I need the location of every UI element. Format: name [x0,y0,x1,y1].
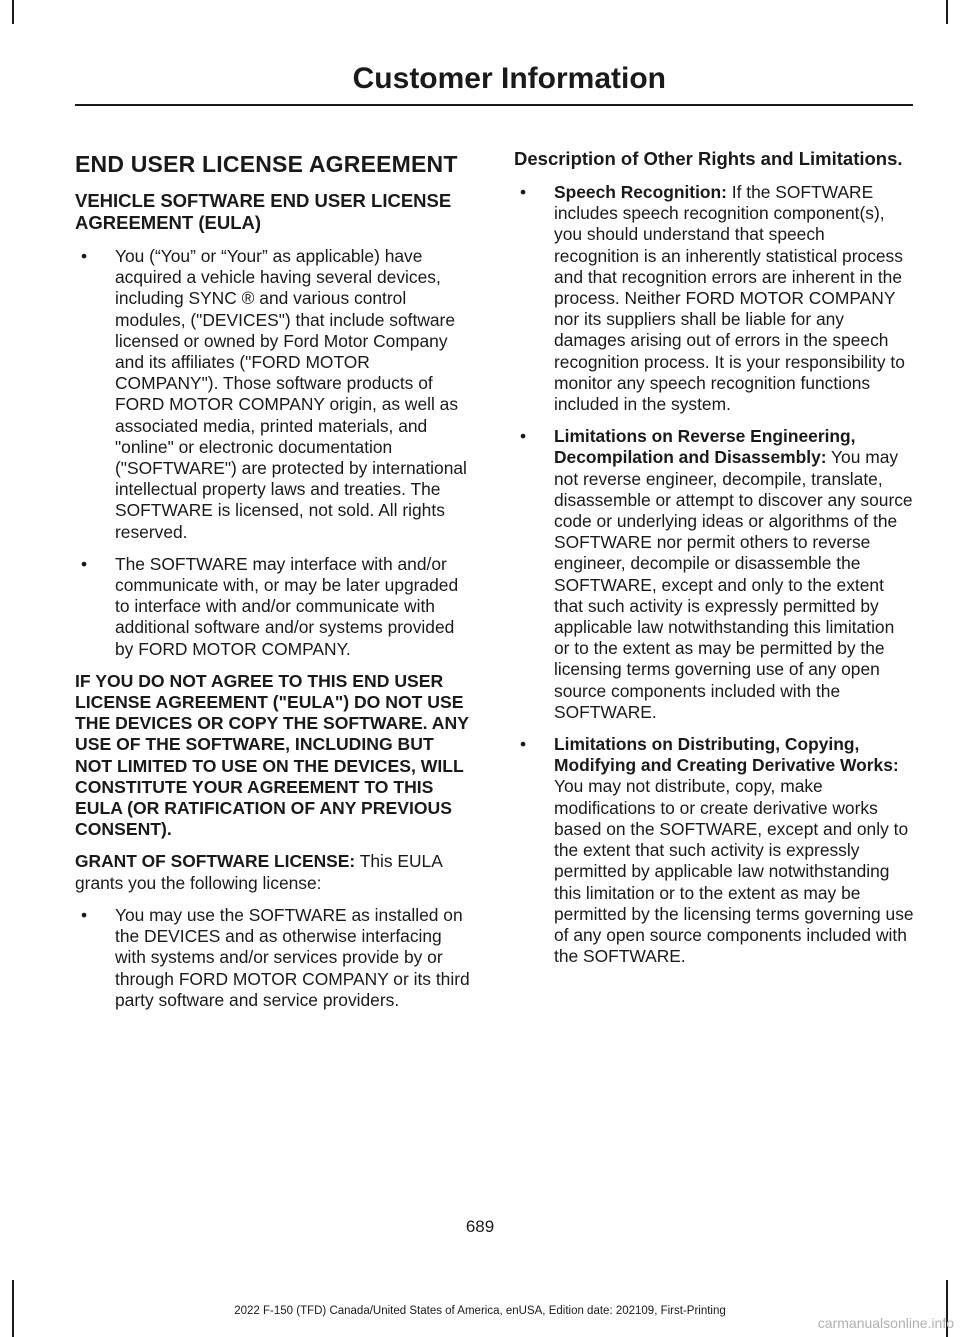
list-item: • Limitations on Reverse Engineering, Decompilation and Disassembly: You may not reverse engineer, decompile, translate, disassemble or attempt to discover any source code or underlying ideas or algorithms of the SOFTWARE nor permit others to reverse engineer, decompile or disassemble the SOFTWARE, except and only to the extent that such activity is expressly permitted by applicable law notwithstanding this limitation or to the extent as may be permitted by the licensing terms governing use of any open source components included with the SOFTWARE. [520,426,913,722]
watermark: carmanualsonline.info [817,1315,954,1331]
item-label: Speech Recognition: [554,182,727,202]
intro-bullet-list [75,246,475,660]
agreement-notice: IF YOU DO NOT AGREE TO THIS END USER LICENSE AGREEMENT ("EULA") DO NOT USE THE DEVICES OR COPY THE SOFTWARE. ANY USE OF THE SOFTWARE, INCLUDING BUT NOT LIMITED TO USE ON THE DEVICES, WILL CONSTITUTE YOUR AGREEMENT TO THIS EULA (OR RATIFICATION OF ANY PREVIOUS CONSENT). [75,670,469,840]
rights-bullet-list [514,182,914,967]
footer-edition-info: 2022 F-150 (TFD) Canada/United States of America, enUSA, Edition date: 202109, First-Printing [234,1305,726,1317]
bullet-glyph: • [520,734,527,755]
section-heading-rights: Description of Other Rights and Limitations. [514,148,903,169]
section-heading: END USER LICENSE AGREEMENT [75,151,458,177]
page-number: 689 [465,1217,495,1236]
list-item: • The SOFTWARE may interface with and/or communicate with, or may be later upgraded to interface with and/or communicate with additional software and/or systems provided by FORD MOTOR COMPANY. [81,553,459,659]
grant-text: This EULA grants you the following license: [75,851,442,893]
bullet-glyph: • [520,182,527,202]
page-title: Customer Information [352,62,666,95]
section-subheading: VEHICLE SOFTWARE END USER LICENSE AGREEMENT (EULA) [75,190,452,233]
right-column [514,148,914,978]
header-divider [75,104,913,106]
grant-paragraph [75,851,475,893]
bullet-glyph: • [520,426,527,447]
list-item: • You may use the SOFTWARE as installed on the DEVICES and as otherwise interfacing with systems and/or services provide by or through FORD MOTOR COMPANY or its third party software and service providers. [81,904,470,1010]
list-item: • Limitations on Distributing, Copying, Modifying and Creating Derivative Works: You may not distribute, copy, make modifications to or create derivative works based on the SOFTWARE, except and only to the extent that such activity is expressly permitted by applicable law notwithstanding this limitation or to the extent as may be permitted by the licensing terms governing use of any open source components included with the SOFTWARE. [520,734,914,967]
item-label: Limitations on Reverse Engineering, Decompilation and Disassembly: [554,426,856,468]
bullet-glyph: • [81,904,88,925]
grant-label: GRANT OF SOFTWARE LICENSE: [75,851,356,872]
crop-mark-top-left-v [12,0,14,24]
bullet-glyph: • [81,246,88,266]
list-item: • Speech Recognition: If the SOFTWARE includes speech recognition component(s), you should understand that speech recognition is an inherently statistical process and that recognition errors are inherent in the process. Neither FORD MOTOR COMPANY nor its suppliers shall be liable for any damages arising out of errors in the speech recognition process. It is your responsibility to monitor any speech recognition functions included in the system. [520,182,905,415]
bullet-glyph: • [81,553,88,574]
left-column [75,148,475,1022]
grant-bullet-list [75,905,475,1011]
crop-mark-top-right-v [946,0,948,24]
list-item: • You (“You” or “Your” as applicable) have acquired a vehicle having several devices, including SYNC ® and various control modules, ("DEVICES") that include software licensed or owned by Ford Motor Company and its affiliates ("FORD MOTOR COMPANY"). Those software products of FORD MOTOR COMPANY origin, as well as associated media, printed materials, and "online" or electronic documentation ("SOFTWARE") are protected by international intellectual property laws and treaties. The SOFTWARE is licensed, not sold. All rights reserved. [81,246,467,542]
item-label: Limitations on Distributing, Copying, Modifying and Creating Derivative Works: [554,734,899,776]
